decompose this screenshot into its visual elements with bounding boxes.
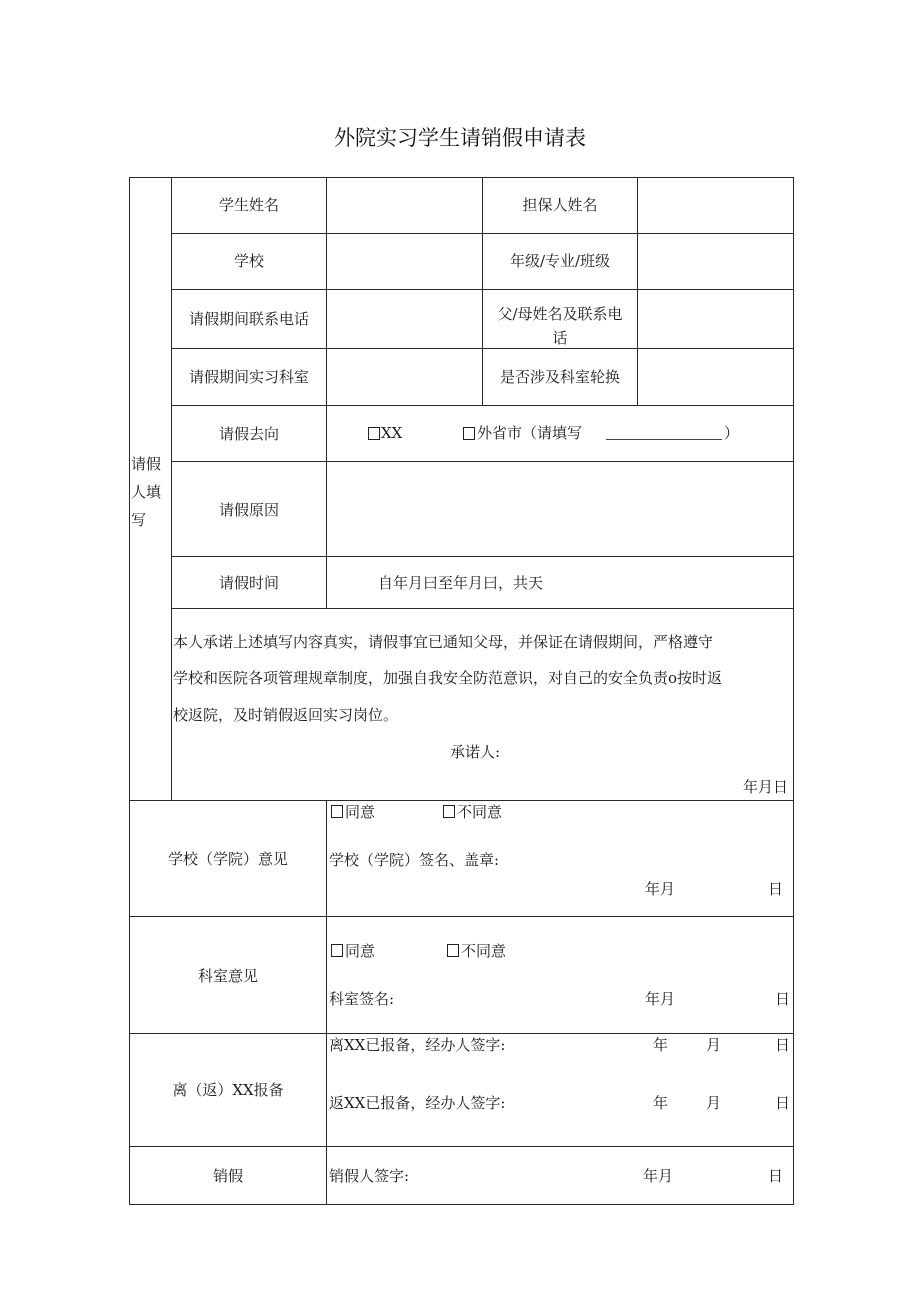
school-field[interactable] (330, 236, 478, 286)
pledge-line-1: 本人承诺上述填写内容真实，请假事宜已通知父母，并保证在请假期间，严格遵守 (173, 633, 714, 651)
report-return-year: 年 (653, 1094, 669, 1112)
promisor-label: 承诺人: (450, 743, 501, 761)
border-right (793, 177, 794, 1205)
side-label-line-3: 写 (131, 511, 147, 529)
section-line-2 (129, 916, 794, 917)
parent-label-line-1: 父/母姓名及联系电 (497, 305, 623, 323)
row-line-6 (171, 556, 794, 557)
school-year-month: 年月 (645, 880, 676, 898)
side-label-divider (171, 177, 172, 800)
row-line-7 (171, 608, 794, 609)
cancel-leave-day: 日 (768, 1167, 784, 1185)
dept-sign-label: 科室签名: (329, 990, 395, 1008)
reason-label: 请假原因 (218, 501, 279, 519)
pledge-line-3: 校返院，及时销假返回实习岗位。 (173, 706, 399, 724)
report-leave-year: 年 (653, 1036, 669, 1054)
destination-option-other: 外省市（请填写 (477, 424, 583, 442)
report-leave-text: 离XX已报备，经办人签字: (329, 1036, 506, 1054)
student-name-label: 学生姓名 (218, 196, 279, 214)
dept-disagree-checkbox[interactable] (447, 944, 459, 957)
school-sign-label: 学校（学院）签名、盖章: (329, 851, 500, 869)
border-bottom (129, 1204, 794, 1205)
border-top (129, 177, 794, 178)
destination-local-checkbox[interactable] (368, 427, 380, 440)
destination-label: 请假去向 (218, 425, 279, 443)
phone-label: 请假期间联系电话 (188, 310, 309, 328)
rotation-label: 是否涉及科室轮换 (499, 368, 620, 386)
dept-opinion-label: 科室意见 (197, 967, 258, 985)
guarantor-name-field[interactable] (641, 180, 789, 230)
pledge-line-2: 学校和医院各项管理规章制度，加强自我安全防范意识，对自己的安全负责o按时返 (173, 669, 723, 687)
row-line-4 (171, 405, 794, 406)
parent-label-line-2: 话 (552, 329, 568, 347)
school-label: 学校 (233, 252, 264, 270)
cancel-leave-sign-label: 销假人签字: (329, 1167, 410, 1185)
report-leave-month: 月 (706, 1036, 722, 1054)
dept-disagree-text: 不同意 (461, 942, 507, 960)
reason-field[interactable] (330, 465, 789, 553)
dept-label: 请假期间实习科室 (188, 368, 309, 386)
destination-option-local: XX (381, 424, 403, 442)
col-divider-1 (326, 177, 327, 461)
school-agree-checkbox[interactable] (331, 805, 343, 818)
school-day: 日 (768, 880, 784, 898)
school-disagree-text: 不同意 (457, 803, 503, 821)
section-line-1 (129, 800, 794, 801)
report-return-text: 返XX已报备，经办人签字: (329, 1094, 506, 1112)
row-line-1 (171, 233, 794, 234)
row-line-2 (171, 289, 794, 290)
time-label: 请假时间 (218, 574, 279, 592)
grade-label: 年级/专业/班级 (509, 252, 611, 270)
destination-fill-line[interactable] (606, 439, 722, 440)
rotation-field[interactable] (641, 352, 789, 402)
parent-field[interactable] (641, 293, 789, 345)
report-return-month: 月 (706, 1094, 722, 1112)
section-line-4 (129, 1146, 794, 1147)
row-line-5 (171, 461, 794, 462)
col-divider-1b (326, 556, 327, 608)
side-label-line-2: 人填 (131, 483, 162, 501)
report-label: 离（返）XX报备 (172, 1081, 284, 1099)
col-divider-3 (637, 177, 638, 405)
lower-col-divider (326, 800, 327, 1205)
dept-day: 日 (775, 990, 791, 1008)
cancel-leave-label: 销假 (212, 1167, 243, 1185)
school-agree-text: 同意 (345, 803, 376, 821)
section-line-3 (129, 1033, 794, 1034)
report-leave-day: 日 (775, 1036, 791, 1054)
dept-field[interactable] (330, 352, 478, 402)
student-name-field[interactable] (330, 180, 478, 230)
destination-other-checkbox[interactable] (463, 427, 475, 440)
col-divider-1c (326, 461, 327, 556)
grade-field[interactable] (641, 236, 789, 286)
pledge-date: 年月日 (743, 778, 789, 796)
school-opinion-label: 学校（学院）意见 (167, 850, 288, 868)
side-label-line-1: 请假 (131, 455, 162, 473)
dept-year-month: 年月 (645, 990, 676, 1008)
dept-agree-checkbox[interactable] (331, 944, 343, 957)
dept-agree-text: 同意 (345, 942, 376, 960)
guarantor-name-label: 担保人姓名 (522, 196, 598, 214)
row-line-3 (171, 348, 794, 349)
form-title: 外院实习学生请销假申请表 (334, 126, 586, 150)
time-value: 自年月曰至年月曰，共天 (378, 574, 544, 592)
phone-field[interactable] (330, 293, 478, 345)
destination-close-paren: ） (724, 424, 740, 442)
report-return-day: 日 (775, 1094, 791, 1112)
school-disagree-checkbox[interactable] (443, 805, 455, 818)
cancel-leave-year-month: 年月 (643, 1167, 674, 1185)
border-left (129, 177, 130, 1205)
